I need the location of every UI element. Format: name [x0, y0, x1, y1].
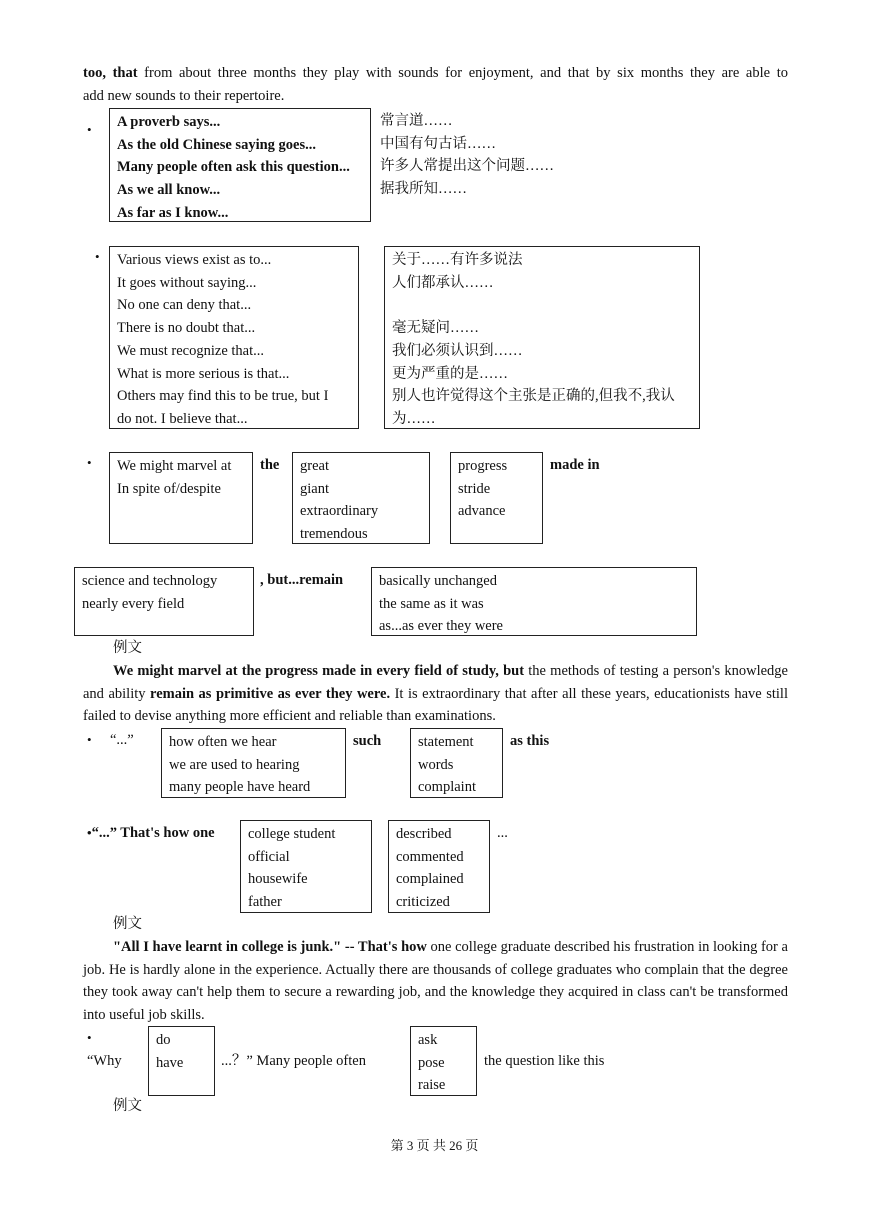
block2-zh-1: 人们都承认…… [392, 274, 494, 291]
block2-en-5: What is more serious is that... [117, 365, 290, 382]
block4-col2-2: complaint [418, 779, 476, 796]
block3-the: the [260, 457, 280, 473]
bullet-6: • [87, 1030, 92, 1045]
block3-col3-2: advance [458, 503, 506, 520]
example2-paragraph [83, 936, 788, 1027]
block1-en-4: As far as I know... [117, 204, 229, 221]
block2-zh-0: 关于……有许多说法 [392, 252, 523, 268]
block3-col1-0: We might marvel at [117, 458, 232, 474]
block3-col4-1: nearly every field [82, 595, 185, 612]
example1-bold2: remain as primitive as ever they were. [150, 685, 391, 702]
example1-paragraph [83, 660, 788, 728]
block2-en-4: We must recognize that... [117, 342, 265, 359]
block2-zh-5: 更为严重的是…… [392, 365, 508, 382]
block3-col4-0: science and technology [82, 573, 218, 589]
block3-col2-3: tremendous [300, 526, 368, 543]
block3-col5-box [371, 567, 697, 636]
intro-rest: from about three months they play with sounds for enjoyment, and that by six months they are able to [137, 65, 788, 81]
block2-en-7: do not. I believe that... [117, 410, 248, 427]
block4-col1-2: many people have heard [169, 779, 311, 796]
block3-col5-2: as...as ever they were [379, 618, 503, 635]
block2-zh-4: 我们必须认识到…… [392, 342, 523, 359]
block5-col1-1: official [248, 848, 290, 865]
block2-zh-7: 为…… [392, 410, 436, 427]
example2-bold1: "All I have learnt in college is junk." -- That's how [113, 939, 427, 955]
block2-en-3: There is no doubt that... [117, 320, 256, 337]
block5-col1-2: housewife [248, 871, 308, 888]
block4-col1-1: we are used to hearing [169, 756, 300, 773]
bullet-4: • [87, 732, 92, 747]
block2-en-0: Various views exist as to... [117, 252, 272, 268]
block3-col4-box [74, 567, 254, 636]
block6-col1-box [148, 1026, 215, 1096]
intro-line-1 [83, 62, 788, 85]
block3-col3-box [450, 452, 543, 544]
block5-col1-0: college student [248, 826, 336, 842]
block1-en-0: A proverb says... [117, 114, 221, 130]
block4-quote: “...” [110, 732, 134, 748]
block3-col1-box [109, 452, 253, 544]
block5-col2-3: criticized [396, 894, 450, 911]
block4-as-this: as this [510, 733, 550, 749]
block1-zh-2: 许多人常提出这个问题…… [380, 158, 554, 175]
block1-zh-0: 常言道…… [380, 113, 453, 129]
block3-col2-0: great [300, 458, 329, 474]
block6-mid: ...？” Many people often [221, 1053, 366, 1069]
block3-col2-box [292, 452, 430, 544]
block5-col1-3: father [248, 894, 282, 911]
block3-col5-0: basically unchanged [379, 573, 497, 589]
block4-col1-box [161, 728, 346, 798]
block6-col2-0: ask [418, 1032, 438, 1048]
block5-lead-line [87, 822, 215, 845]
block1-chinese [380, 108, 554, 201]
example2-label: 例文 [113, 916, 142, 932]
block1-zh-1: 中国有句古话…… [380, 135, 496, 152]
block1-english-box [109, 108, 371, 222]
page-footer: 第 3 页 共 26 页 [390, 1138, 479, 1153]
example3-label: 例文 [113, 1098, 142, 1114]
block3-but-remain: , but...remain [260, 572, 344, 588]
bullet-5: • [87, 825, 92, 840]
block6-col1-0: do [156, 1032, 171, 1048]
block2-zh-3: 毫无疑问…… [392, 320, 479, 337]
block3-col1-1: In spite of/despite [117, 480, 221, 497]
example2-text1: one college graduate described his frustration in looking for a job. He is hardly alone in the experience. Actually there are thousands of college graduates who complain that the degree they took away can't help them to secure a rewarding job, and the knowledge they acquired in class can't be transformed into useful job skills. [83, 939, 788, 1024]
block5-col2-2: complained [396, 871, 464, 888]
block2-en-2: No one can deny that... [117, 297, 252, 314]
bullet-3: • [87, 455, 92, 470]
block6-why: “Why [87, 1053, 122, 1069]
example1-bold1: We might marvel at the progress made in every field of study, but [113, 663, 525, 679]
block5-col2-box [388, 820, 490, 913]
bullet-1: • [87, 122, 92, 137]
example1-text2: It is extraordinary that after all these years, educationists have still failed to devise anything more efficient and reliable than examinations. [83, 685, 788, 725]
bullet-2: • [95, 249, 100, 264]
block2-zh-6: 别人也许觉得这个主张是正确的,但我不,我认 [392, 388, 675, 405]
example1-text1: the methods of testing a person's knowledge and ability [83, 663, 788, 702]
block3-made-in: made in [550, 457, 600, 473]
example1-label: 例文 [113, 640, 142, 656]
block1-en-2: Many people often ask this question... [117, 159, 350, 176]
block4-col2-1: words [418, 756, 454, 773]
block5-col2-0: described [396, 826, 452, 842]
block6-col2-box [410, 1026, 477, 1096]
block4-col1-0: how often we hear [169, 734, 277, 750]
block2-english-box [109, 246, 359, 429]
block3-col3-1: stride [458, 480, 491, 497]
block5-ellipsis: ... [497, 825, 508, 841]
block1-en-1: As the old Chinese saying goes... [117, 136, 316, 153]
block5-col1-box [240, 820, 372, 913]
block6-tail: the question like this [484, 1053, 605, 1069]
block3-col2-1: giant [300, 480, 329, 497]
block6-col2-2: raise [418, 1077, 446, 1094]
block4-col2-0: statement [418, 734, 474, 750]
block2-en-6: Others may find this to be true, but I [117, 388, 329, 405]
block2-en-1: It goes without saying... [117, 274, 257, 291]
block5-col2-1: commented [396, 848, 464, 865]
block5-lead: “...” That's how one [91, 825, 215, 841]
block2-zh-2 [392, 294, 692, 317]
intro-line-2: add new sounds to their repertoire. [83, 88, 285, 104]
block3-col2-2: extraordinary [300, 503, 379, 520]
block3-col3-0: progress [458, 458, 508, 474]
block3-col5-1: the same as it was [379, 595, 484, 612]
block2-chinese-box [384, 246, 700, 429]
block6-col1-1: have [156, 1054, 184, 1071]
block1-zh-3: 据我所知…… [380, 181, 467, 198]
block4-such: such [353, 733, 382, 749]
block4-col2-box [410, 728, 503, 798]
intro-bold: too, that [83, 65, 138, 81]
block6-col2-1: pose [418, 1054, 445, 1071]
block1-en-3: As we all know... [117, 182, 221, 199]
